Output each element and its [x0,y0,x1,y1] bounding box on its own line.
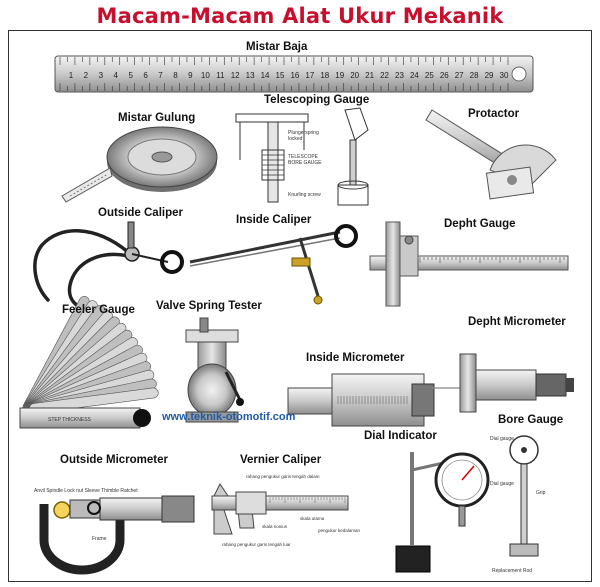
ruler-number-label: 9 [188,71,193,80]
ruler-number-label: 26 [439,71,449,80]
svg-text:TELESCOPE: TELESCOPE [288,154,319,160]
ruler-number-label: 14 [260,71,270,80]
ruler-number-label: 28 [469,71,479,80]
svg-text:Grip: Grip [536,490,546,496]
ruler-number-label: 11 [216,71,225,80]
label-feeler-gauge: Feeler Gauge [62,304,135,316]
label-inside-caliper: Inside Caliper [236,214,312,226]
vernier-caliper-icon [212,474,361,547]
label-mistar-baja: Mistar Baja [246,41,308,53]
svg-text:pengukur kedalaman: pengukur kedalaman [318,528,361,533]
outside-caliper-hinge [125,222,182,272]
page-title: Macam-Macam Alat Ukur Mekanik [96,4,504,28]
label-outside-micrometer: Outside Micrometer [60,454,168,466]
svg-text:locked: locked [288,136,303,142]
ruler-number-label: 29 [484,71,494,80]
svg-text:STEP THICKNESS: STEP THICKNESS [48,417,91,423]
ruler-number-label: 22 [380,71,389,80]
ruler-number-label: 17 [305,71,315,80]
svg-text:Frame: Frame [92,536,107,542]
ruler-number-label: 13 [245,71,255,80]
ruler-number-label: 10 [200,71,210,80]
ruler-number-label: 16 [290,71,300,80]
ruler-number-label: 7 [158,71,163,80]
ruler-number-label: 8 [173,71,178,80]
svg-text:Dial gauge: Dial gauge [490,481,514,487]
svg-text:rahang pengukur garis tengah d: rahang pengukur garis tengah dalam [246,474,320,479]
svg-text:Dial gauge: Dial gauge [490,436,514,442]
valve-spring-tester-icon [186,318,244,422]
dial-indicator-icon [396,452,488,572]
depth-gauge-icon [370,222,568,306]
depth-micrometer-icon [432,354,574,412]
ruler-number-label: 6 [143,71,148,80]
svg-text:BORE GAUGE: BORE GAUGE [288,160,322,166]
ruler-number-label: 5 [128,71,133,80]
label-bore-gauge: Bore Gauge [498,414,564,426]
label-inside-micrometer: Inside Micrometer [306,352,405,364]
label-protactor: Protactor [468,108,520,120]
bore-gauge-icon [490,436,546,574]
telescoping-gauge-icon [236,108,368,205]
svg-text:Plungerspring: Plungerspring [288,130,319,136]
protractor-icon [426,110,556,199]
inside-caliper-icon [190,226,356,304]
svg-text:Replacement Rod: Replacement Rod [492,568,533,574]
label-outside-caliper: Outside Caliper [98,207,183,219]
ruler-number-label: 4 [113,71,118,80]
label-valve-spring-tester: Valve Spring Tester [156,300,262,312]
tape-measure-icon [62,127,217,202]
inside-micrometer-icon [288,374,434,426]
watermark-text: www.teknik-otomotif.com [162,411,296,423]
ruler-number-label: 19 [335,71,345,80]
svg-text:Anvil Spindle Lock nut S: Anvil Spindle Lock nut Sleeve Thimble Ratchet [34,488,138,494]
ruler-number-label: 27 [454,71,464,80]
label-mistar-gulung: Mistar Gulung [118,112,196,124]
ruler-number-label: 15 [275,71,285,80]
ruler-number-label: 20 [350,71,360,80]
ruler-number-label: 12 [230,71,240,80]
svg-text:skala nonius: skala nonius [262,524,288,529]
outside-micrometer-icon [34,488,194,570]
svg-text:rahang pengukur garis tengah l: rahang pengukur garis tengah luar [222,542,291,547]
ruler-number-label: 24 [409,71,419,80]
ruler-number-label: 25 [424,71,434,80]
ruler-number-label: 23 [395,71,404,80]
svg-text:Knurling screw: Knurling screw [288,192,321,198]
ruler-number-label: 2 [83,71,89,80]
label-depht-micrometer: Depht Micrometer [468,316,566,328]
ruler-number-label: 21 [365,71,375,80]
ruler-number-label: 1 [68,71,74,80]
label-depht-gauge: Depht Gauge [444,218,516,230]
ruler-number-label: 3 [98,71,104,80]
label-telescoping-gauge: Telescoping Gauge [264,94,370,106]
outside-caliper-icon [35,231,128,306]
label-vernier-caliper: Vernier Caliper [240,454,322,466]
label-dial-indicator: Dial Indicator [364,430,437,442]
ruler-number-label: 30 [499,71,509,80]
ruler-number-label: 18 [320,71,330,80]
svg-text:skala utama: skala utama [300,516,325,521]
